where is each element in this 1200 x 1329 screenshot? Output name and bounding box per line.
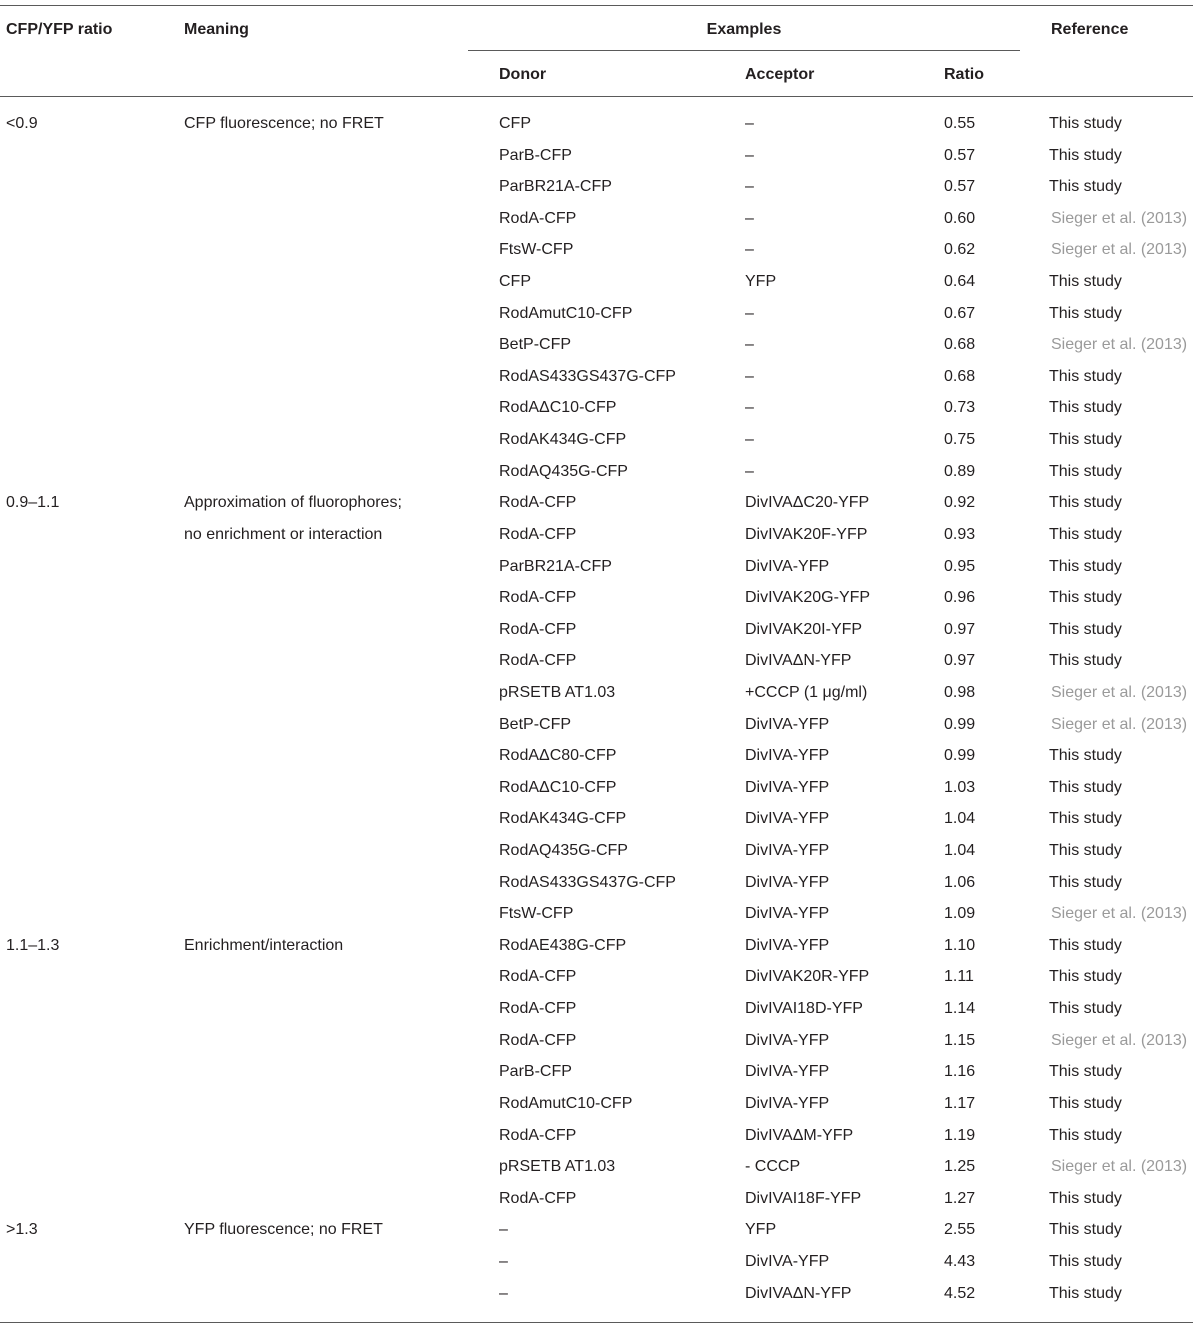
acceptor-cell: DivIVAK20R-YFP <box>745 968 870 986</box>
acceptor-cell: DivIVAΔN-YFP <box>745 652 852 670</box>
table-row <box>0 740 1200 772</box>
donor-cell: ParB-CFP <box>499 146 572 164</box>
table-row <box>0 614 1200 646</box>
ratio-cell: 2.55 <box>944 1221 976 1239</box>
table-row <box>0 392 1200 424</box>
table-row <box>0 898 1200 930</box>
reference-cell: This study <box>1049 873 1122 891</box>
acceptor-cell: – <box>745 178 754 196</box>
reference-cell: This study <box>1049 557 1122 575</box>
donor-cell: RodA-CFP <box>499 494 577 512</box>
acceptor-cell: – <box>745 336 754 354</box>
reference-cell: This study <box>1049 1284 1122 1302</box>
reference-cell: Sieger et al. (2013) <box>1051 1031 1188 1049</box>
table-row <box>0 234 1200 266</box>
table-row <box>0 993 1200 1025</box>
donor-cell: FtsW-CFP <box>499 905 574 923</box>
acceptor-cell: – <box>745 209 754 227</box>
reference-cell: Sieger et al. (2013) <box>1051 715 1188 733</box>
reference-cell: This study <box>1049 747 1122 765</box>
acceptor-cell: DivIVAK20I-YFP <box>745 620 863 638</box>
acceptor-cell: DivIVAΔM-YFP <box>745 1126 854 1144</box>
acceptor-cell: DivIVAK20F-YFP <box>745 525 868 543</box>
table-row <box>0 1246 1200 1278</box>
acceptor-cell: – <box>745 431 754 449</box>
acceptor-cell: DivIVA-YFP <box>745 1031 830 1049</box>
table-row <box>0 108 1200 140</box>
table-row <box>0 456 1200 488</box>
ratio-cell: 1.11 <box>944 968 974 986</box>
acceptor-cell: DivIVAΔN-YFP <box>745 1284 852 1302</box>
ratio-cell: 0.98 <box>944 683 976 701</box>
donor-cell: RodA-CFP <box>499 620 577 638</box>
table-row <box>0 266 1200 298</box>
donor-cell: RodAΔC80-CFP <box>499 747 617 765</box>
acceptor-cell: DivIVAK20G-YFP <box>745 589 871 607</box>
table-row <box>0 361 1200 393</box>
donor-cell: RodA-CFP <box>499 525 577 543</box>
ratio-cell: 0.96 <box>944 589 976 607</box>
header-cfp-yfp-ratio: CFP/YFP ratio <box>6 21 113 38</box>
donor-cell: – <box>499 1252 508 1270</box>
table-row <box>0 140 1200 172</box>
table-row <box>0 835 1200 867</box>
reference-cell: This study <box>1049 462 1122 480</box>
table-row <box>0 171 1200 203</box>
donor-cell: RodA-CFP <box>499 1031 577 1049</box>
ratio-cell: 0.62 <box>944 241 976 259</box>
donor-cell: BetP-CFP <box>499 336 572 354</box>
ratio-cell: 0.93 <box>944 525 976 543</box>
reference-cell: This study <box>1049 367 1122 385</box>
acceptor-cell: DivIVA-YFP <box>745 557 830 575</box>
reference-cell: This study <box>1049 431 1122 449</box>
acceptor-cell: DivIVA-YFP <box>745 1094 830 1112</box>
ratio-range-cell: 1.1–1.3 <box>6 936 60 954</box>
table-row <box>0 551 1200 583</box>
header-ratio: Ratio <box>944 66 984 83</box>
reference-cell: This study <box>1049 936 1122 954</box>
donor-cell: RodAK434G-CFP <box>499 810 627 828</box>
table-row <box>0 519 1200 551</box>
acceptor-cell: – <box>745 304 754 322</box>
ratio-cell: 0.57 <box>944 146 976 164</box>
reference-cell: This study <box>1049 778 1122 796</box>
reference-cell: This study <box>1049 1094 1122 1112</box>
ratio-cell: 0.73 <box>944 399 976 417</box>
reference-cell: This study <box>1049 842 1122 860</box>
donor-cell: RodAQ435G-CFP <box>499 462 628 480</box>
table-row <box>0 1120 1200 1152</box>
acceptor-cell: – <box>745 115 754 132</box>
donor-cell: RodAK434G-CFP <box>499 431 627 449</box>
table-row <box>0 1151 1200 1183</box>
donor-cell: pRSETB AT1.03 <box>499 1158 616 1176</box>
reference-cell: This study <box>1049 1221 1122 1239</box>
ratio-cell: 1.14 <box>944 1000 976 1018</box>
acceptor-cell: DivIVAI18F-YFP <box>745 1189 862 1207</box>
ratio-cell: 0.92 <box>944 494 976 512</box>
donor-cell: RodAS433GS437G-CFP <box>499 367 676 385</box>
header-acceptor: Acceptor <box>745 66 815 83</box>
ratio-cell: 0.99 <box>944 747 976 765</box>
donor-cell: RodAS433GS437G-CFP <box>499 873 676 891</box>
table-row <box>0 677 1200 709</box>
donor-cell: RodAE438G-CFP <box>499 936 627 954</box>
ratio-cell: 0.64 <box>944 273 976 291</box>
acceptor-cell: DivIVAI18D-YFP <box>745 1000 863 1018</box>
examples-spanner-rule <box>468 50 1020 51</box>
table-row <box>0 1025 1200 1057</box>
acceptor-cell: – <box>745 146 754 164</box>
ratio-cell: 1.04 <box>944 810 976 828</box>
reference-cell: This study <box>1049 525 1122 543</box>
donor-cell: – <box>499 1221 508 1239</box>
acceptor-cell: DivIVA-YFP <box>745 905 830 923</box>
ratio-cell: 1.15 <box>944 1031 976 1049</box>
donor-cell: RodAΔC10-CFP <box>499 778 617 796</box>
donor-cell: RodA-CFP <box>499 589 577 607</box>
ratio-cell: 0.67 <box>944 304 976 322</box>
donor-cell: CFP <box>499 273 531 291</box>
meaning-cell: Approximation of fluorophores; <box>184 494 402 512</box>
table-row <box>0 487 1200 519</box>
header-meaning: Meaning <box>184 21 249 38</box>
ratio-cell: 1.09 <box>944 905 976 923</box>
donor-cell: RodA-CFP <box>499 652 577 670</box>
reference-cell: This study <box>1049 620 1122 638</box>
donor-cell: RodA-CFP <box>499 1000 577 1018</box>
ratio-cell: 1.17 <box>944 1094 976 1112</box>
reference-cell: This study <box>1049 273 1122 291</box>
acceptor-cell: – <box>745 462 754 480</box>
ratio-range-cell: 0.9–1.1 <box>6 494 60 512</box>
donor-cell: RodAmutC10-CFP <box>499 1094 633 1112</box>
table-row <box>0 329 1200 361</box>
table-bottom-rule <box>0 1322 1193 1323</box>
donor-cell: RodA-CFP <box>499 1126 577 1144</box>
table-row <box>0 1278 1200 1310</box>
donor-cell: RodAΔC10-CFP <box>499 399 617 417</box>
ratio-cell: 0.97 <box>944 620 976 638</box>
ratio-cell: 1.16 <box>944 1063 976 1081</box>
meaning-cell: CFP fluorescence; no FRET <box>184 115 384 132</box>
ratio-cell: 0.60 <box>944 209 976 227</box>
meaning-cell: YFP fluorescence; no FRET <box>184 1221 383 1239</box>
ratio-cell: 4.43 <box>944 1252 976 1270</box>
reference-cell: This study <box>1049 968 1122 986</box>
donor-cell: FtsW-CFP <box>499 241 574 259</box>
donor-cell: CFP <box>499 115 531 132</box>
header-bottom-rule <box>0 96 1193 97</box>
reference-cell: This study <box>1049 652 1122 670</box>
reference-cell: This study <box>1049 115 1122 132</box>
meaning-cell: no enrichment or interaction <box>184 525 383 543</box>
ratio-cell: 1.04 <box>944 842 976 860</box>
reference-cell: This study <box>1049 589 1122 607</box>
ratio-cell: 0.75 <box>944 431 976 449</box>
ratio-cell: 1.25 <box>944 1158 976 1176</box>
reference-cell: This study <box>1049 1000 1122 1018</box>
header-donor: Donor <box>499 66 547 83</box>
reference-cell: This study <box>1049 304 1122 322</box>
table-top-rule <box>0 5 1193 6</box>
reference-cell: Sieger et al. (2013) <box>1051 336 1188 354</box>
reference-cell: Sieger et al. (2013) <box>1051 1158 1188 1176</box>
table-row <box>0 1056 1200 1088</box>
reference-cell: This study <box>1049 146 1122 164</box>
acceptor-cell: - CCCP <box>745 1158 801 1176</box>
ratio-cell: 0.55 <box>944 115 976 132</box>
donor-cell: RodA-CFP <box>499 968 577 986</box>
donor-cell: BetP-CFP <box>499 715 572 733</box>
reference-cell: Sieger et al. (2013) <box>1051 241 1188 259</box>
ratio-cell: 1.10 <box>944 936 976 954</box>
ratio-cell: 0.68 <box>944 367 976 385</box>
ratio-cell: 0.95 <box>944 557 976 575</box>
donor-cell: ParB-CFP <box>499 1063 572 1081</box>
table-row <box>0 424 1200 456</box>
reference-cell: This study <box>1049 1189 1122 1207</box>
acceptor-cell: DivIVA-YFP <box>745 1063 830 1081</box>
header-reference: Reference <box>1051 21 1129 38</box>
reference-cell: This study <box>1049 178 1122 196</box>
meaning-cell: Enrichment/interaction <box>184 936 344 954</box>
acceptor-cell: DivIVA-YFP <box>745 1252 830 1270</box>
acceptor-cell: – <box>745 367 754 385</box>
table-row <box>0 803 1200 835</box>
acceptor-cell: DivIVA-YFP <box>745 810 830 828</box>
reference-cell: This study <box>1049 1126 1122 1144</box>
acceptor-cell: DivIVA-YFP <box>745 715 830 733</box>
table-row <box>0 1088 1200 1120</box>
reference-cell: Sieger et al. (2013) <box>1051 905 1188 923</box>
reference-cell: This study <box>1049 399 1122 417</box>
donor-cell: RodA-CFP <box>499 1189 577 1207</box>
ratio-cell: 1.27 <box>944 1189 976 1207</box>
donor-cell: RodAmutC10-CFP <box>499 304 633 322</box>
donor-cell: ParBR21A-CFP <box>499 178 612 196</box>
table-row <box>0 1214 1200 1246</box>
donor-cell: pRSETB AT1.03 <box>499 683 616 701</box>
ratio-cell: 1.03 <box>944 778 976 796</box>
acceptor-cell: DivIVA-YFP <box>745 842 830 860</box>
table-row <box>0 709 1200 741</box>
table-row <box>0 298 1200 330</box>
table-row <box>0 645 1200 677</box>
table-row <box>0 961 1200 993</box>
donor-cell: ParBR21A-CFP <box>499 557 612 575</box>
acceptor-cell: – <box>745 399 754 417</box>
donor-cell: RodA-CFP <box>499 209 577 227</box>
acceptor-cell: +CCCP (1 μg/ml) <box>745 683 868 701</box>
table-row <box>0 203 1200 235</box>
acceptor-cell: DivIVAΔC20-YFP <box>745 494 870 512</box>
ratio-cell: 4.52 <box>944 1284 976 1302</box>
ratio-cell: 0.57 <box>944 178 976 196</box>
ratio-range-cell: <0.9 <box>6 115 38 132</box>
acceptor-cell: DivIVA-YFP <box>745 778 830 796</box>
ratio-cell: 1.06 <box>944 873 976 891</box>
acceptor-cell: DivIVA-YFP <box>745 873 830 891</box>
ratio-cell: 0.89 <box>944 462 976 480</box>
table-row <box>0 867 1200 899</box>
reference-cell: Sieger et al. (2013) <box>1051 209 1188 227</box>
donor-cell: RodAQ435G-CFP <box>499 842 628 860</box>
ratio-cell: 0.97 <box>944 652 976 670</box>
ratio-cell: 0.99 <box>944 715 976 733</box>
reference-cell: Sieger et al. (2013) <box>1051 683 1188 701</box>
acceptor-cell: YFP <box>745 1221 777 1239</box>
table-row <box>0 1183 1200 1215</box>
table-body <box>0 108 1200 1309</box>
reference-cell: This study <box>1049 494 1122 512</box>
ratio-cell: 1.19 <box>944 1126 976 1144</box>
donor-cell: – <box>499 1284 508 1302</box>
table-row <box>0 930 1200 962</box>
ratio-cell: 0.68 <box>944 336 976 354</box>
acceptor-cell: YFP <box>745 273 777 291</box>
table-row <box>0 772 1200 804</box>
acceptor-cell: DivIVA-YFP <box>745 747 830 765</box>
table-row <box>0 582 1200 614</box>
acceptor-cell: – <box>745 241 754 259</box>
header-examples: Examples <box>706 21 782 38</box>
acceptor-cell: DivIVA-YFP <box>745 936 830 954</box>
ratio-range-cell: >1.3 <box>6 1221 38 1239</box>
reference-cell: This study <box>1049 1252 1122 1270</box>
reference-cell: This study <box>1049 1063 1122 1081</box>
reference-cell: This study <box>1049 810 1122 828</box>
